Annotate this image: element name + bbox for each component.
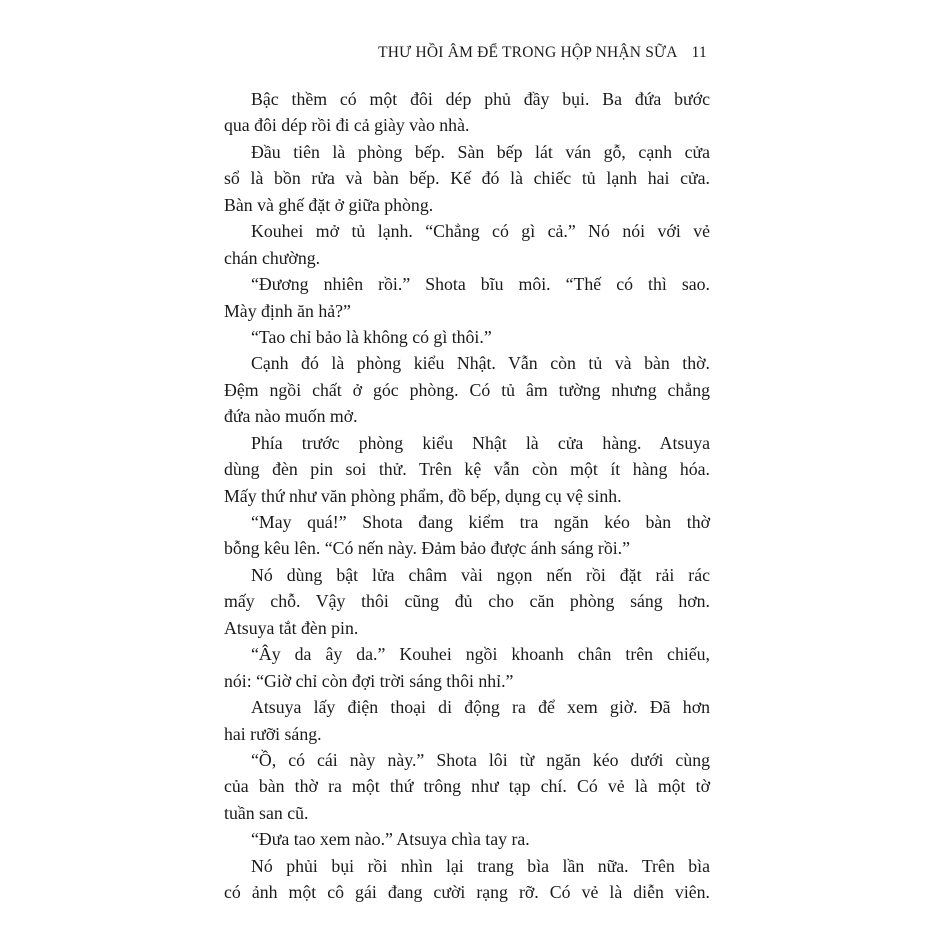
text-line: của bàn thờ ra một thứ trông như tạp chí. Có vẻ là một tờ (224, 776, 710, 797)
text-line: qua đôi dép rồi đi cả giày vào nhà. (224, 115, 470, 136)
text-line: dùng đèn pin soi thử. Trên kệ vẫn còn một ít hàng hóa. (224, 459, 710, 480)
text-line: có ảnh một cô gái đang cười rạng rỡ. Có vẻ là diễn viên. (224, 882, 710, 903)
text-line: “Đưa tao xem nào.” Atsuya chìa tay ra. (251, 829, 530, 850)
text-line: Atsuya tắt đèn pin. (224, 617, 359, 638)
text-line: hai rưỡi sáng. (224, 723, 322, 744)
text-line: đứa nào muốn mở. (224, 406, 358, 427)
text-line: “May quá!” Shota đang kiểm tra ngăn kéo bàn thờ (251, 512, 710, 532)
text-line: Mày định ăn hả?” (224, 300, 351, 321)
text-line: Phía trước phòng kiểu Nhật là cửa hàng. Atsuya (251, 432, 710, 453)
text-line: Mấy thứ như văn phòng phẩm, đồ bếp, dụng cụ vệ sinh. (224, 485, 622, 506)
text-line: tuần san cũ. (224, 802, 309, 823)
text-line: Kouhei mở tủ lạnh. “Chẳng có gì cả.” Nó nói với vẻ (251, 221, 710, 242)
text-line: Bàn và ghế đặt ở giữa phòng. (224, 194, 434, 215)
text-line: “Tao chỉ bảo là không có gì thôi.” (251, 326, 492, 347)
text-line: nói: “Giờ chỉ còn đợi trời sáng thôi nhỉ.” (224, 670, 514, 691)
text-line: sổ là bồn rửa và bàn bếp. Kế đó là chiếc tủ lạnh hai cửa. (224, 168, 710, 189)
running-head-title: THƯ HỒI ÂM ĐỂ TRONG HỘP NHẬN SỮA (378, 44, 678, 61)
text-line: chán chường. (224, 247, 321, 268)
text-line: Nó dùng bật lửa châm vài ngọn nến rồi đặt rải rác (251, 564, 710, 585)
text-line: Cạnh đó là phòng kiểu Nhật. Vẫn còn tủ và bàn thờ. (251, 353, 710, 374)
text-line: Đầu tiên là phòng bếp. Sàn bếp lát ván gỗ, cạnh cửa (251, 141, 710, 162)
running-head (215, 44, 707, 62)
text-line: mấy chỗ. Vậy thôi cũng đủ cho căn phòng sáng hơn. (224, 591, 710, 612)
text-line: Bậc thềm có một đôi dép phủ đầy bụi. Ba đứa bước (251, 89, 710, 109)
text-line: “Đương nhiên rồi.” Shota bĩu môi. “Thế có thì sao. (251, 274, 710, 295)
body-text (224, 86, 710, 906)
text-line: Atsuya lấy điện thoại di động ra để xem giờ. Đã hơn (251, 697, 710, 718)
text-line: “Ây da ây da.” Kouhei ngồi khoanh chân trên chiếu, (251, 644, 710, 665)
text-line: Nó phủi bụi rồi nhìn lại trang bìa lần nữa. Trên bìa (251, 855, 710, 876)
text-line: Đệm ngồi chất ở góc phòng. Có tủ âm tường nhưng chẳng (224, 379, 710, 400)
text-line: “Ồ, có cái này này.” Shota lôi từ ngăn kéo dưới cùng (251, 749, 710, 770)
text-line: bỗng kêu lên. “Có nến này. Đảm bảo được ánh sáng rồi.” (224, 538, 630, 559)
page-number: 11 (691, 44, 707, 61)
